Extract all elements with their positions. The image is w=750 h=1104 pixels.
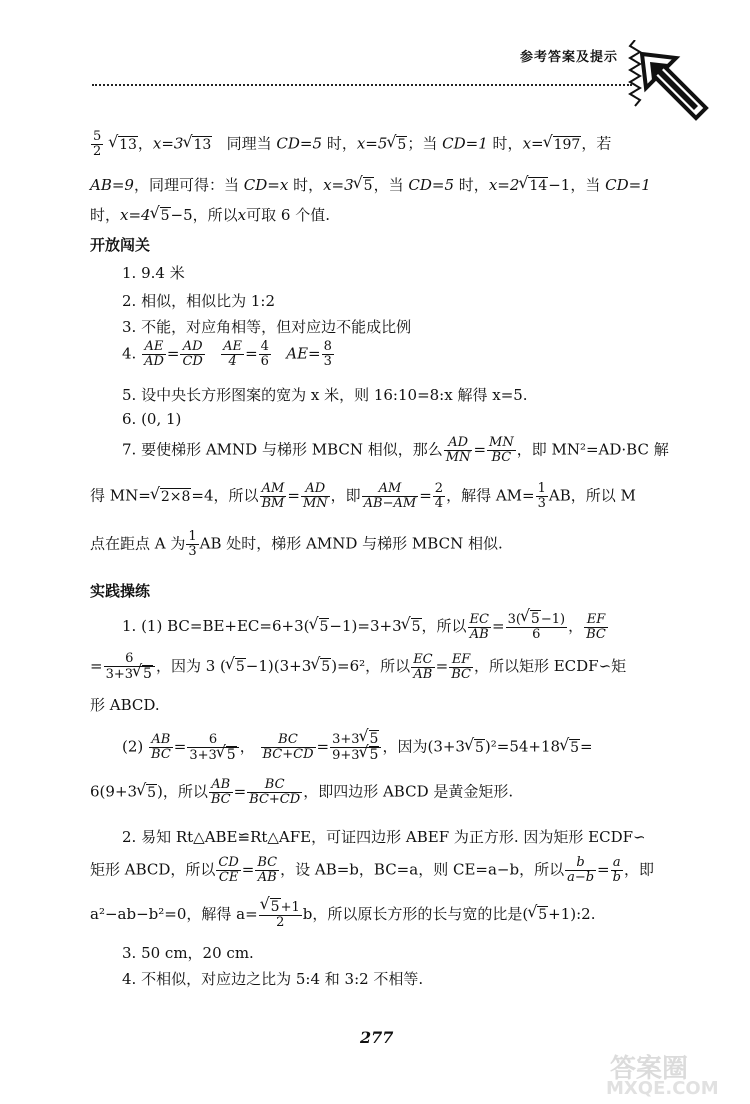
answer-5: 5. 设中央长方形图案的宽为 x 米，则 16:10=8:x 解得 x=5. xyxy=(122,386,528,404)
practice-3: 3. 50 cm，20 cm. xyxy=(122,944,254,962)
section-title-open-gate: 开放闯关 xyxy=(90,236,151,254)
practice-2-line-2: 矩形 ABCD，所以 $\frac{CD}{CE}$ = $\frac{BC}{AB}$ ，设 AB=b，BC=a，则 CE=a−b，所以 $\frac{b}{a-b}$ = $\frac{a}{b}$ ，即 xyxy=(90,855,654,885)
practice-1-part-2-line-1: (2) $\frac{AB}{BC}$ = $\frac{6}{3+3√ 5}$ ， $\frac{BC}{BC+CD}$ = $\frac{3+3√ 5}{9+3√ 5}$ ，因为(3+3√ 5)²=54+18√ 5= xyxy=(122,732,593,763)
practice-2-line-3: a²−ab−b²=0，解得 a= √ $\frac{5+1}{2}$ b，所以原长方形的长与宽的比是(√ 5+1):2. xyxy=(90,900,595,930)
page-number: 277 xyxy=(360,1028,394,1047)
arrow-icon xyxy=(640,52,710,122)
practice-1-line-2: = $\frac{6}{3+3√ 5}$ ，因为 3 (√ 5−1)(3+3√ 5)=6²，所以 $\frac{EC}{AB}$ = $\frac{EF}{BC}$ ，所以矩形 ECDF∽矩 xyxy=(90,652,626,682)
answer-7-line-2: 得 MN=√ 2×8=4，所以 $\frac{AM}{BM}$ = $\frac{AD}{MN}$ ，即 $\frac{AM}{AB-AM}$ = $\frac{2}{4}$ ，解得 AM= $\frac{1}{3}$ AB，所以 M xyxy=(90,482,636,511)
practice-2-line-1: 2. 易知 Rt△ABE≌Rt△AFE，可证四边形 ABEF 为正方形. 因为矩形 ECDF∽ xyxy=(122,828,646,846)
practice-1-part-2-line-2: 6(9+3√ 5)，所以 $\frac{AB}{BC}$ = $\frac{BC}{BC+CD}$ ，即四边形 ABCD 是黄金矩形. xyxy=(90,778,513,807)
answer-7-line-1: 7. 要使梯形 AMND 与梯形 MBCN 相似，那么 $\frac{AD}{MN}$ = $\frac{MN}{BC}$ ，即 MN²=AD·BC 解 xyxy=(122,435,669,465)
watermark-text: 答案圈 xyxy=(610,1054,689,1084)
continuation-line-3: 时，x=4√ 5−5，所以x可取 6 个值. xyxy=(90,204,330,225)
fraction: $\frac{5}{2}$ xyxy=(93,129,102,159)
answer-4: 4. $\frac{AE}{AD}$ = $\frac{AD}{CD}$ $\frac{AE}{4}$ = $\frac{4}{6}$ AE= $\frac{8}{3}$ xyxy=(122,339,332,369)
section-title-practice: 实践操练 xyxy=(90,582,151,600)
answer-3: 3. 不能，对应角相等，但对应边不能成比例 xyxy=(122,318,412,336)
practice-1-line-1: 1. (1) BC=BE+EC=6+3(√ 5−1)=3+3√ 5，所以 $\frac{EC}{AB}$ = $\frac{3(√ 5-1)}{6}$ ， $\frac{EF}{BC}$ xyxy=(122,612,609,642)
header-divider xyxy=(92,84,632,86)
radical: √ 13 xyxy=(109,135,138,153)
watermark-url: MXQE.COM xyxy=(606,1078,719,1099)
practice-1-line-3: 形 ABCD. xyxy=(90,696,160,714)
watermark-logo xyxy=(602,1048,742,1100)
continuation-line-1: $\frac{5}{2}$ √ 13，x=3√ 13 同理当 CD=5 时，x=5√ 5；当 CD=1 时，x=√ 197，若 xyxy=(90,130,611,159)
answer-1: 1. 9.4 米 xyxy=(122,264,185,282)
continuation-line-2: AB=9，同理可得：当 CD=x 时，x=3√ 5，当 CD=5 时，x=2√ 14−1，当 CD=1 xyxy=(90,174,651,195)
answer-2: 2. 相似，相似比为 1:2 xyxy=(122,292,275,310)
answer-6: 6. (0, 1) xyxy=(122,410,182,428)
practice-4: 4. 不相似，对应边之比为 5:4 和 3:2 不相等. xyxy=(122,970,424,988)
answer-7-line-3: 点在距点 A 为 $\frac{1}{3}$ AB 处时，梯形 AMND 与梯形 MBCN 相似. xyxy=(90,529,503,559)
running-header: 参考答案及提示 xyxy=(520,50,619,65)
